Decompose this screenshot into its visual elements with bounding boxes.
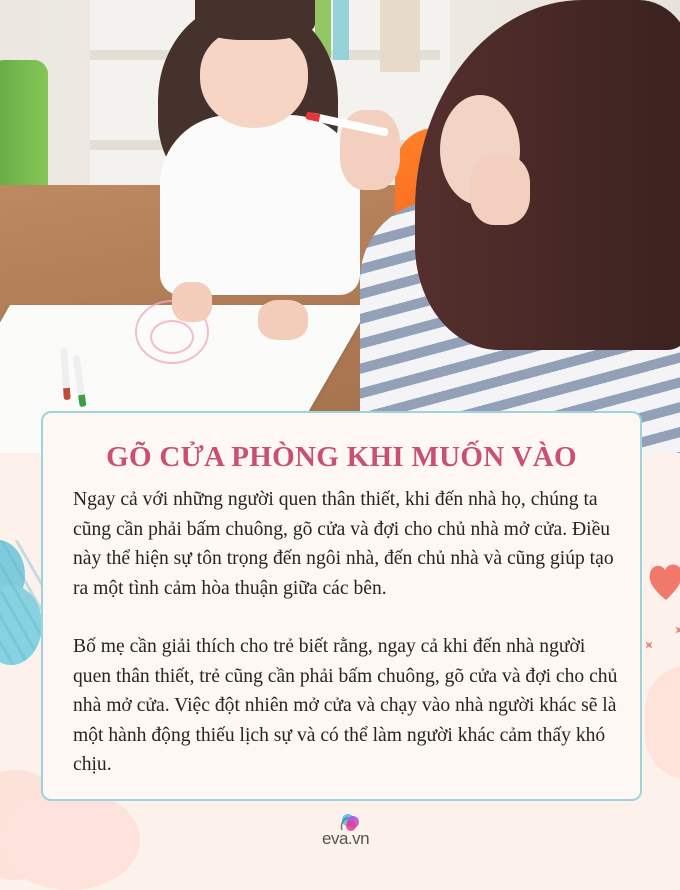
card-body bbox=[73, 485, 618, 809]
paragraph: Ngay cả với những người quen thân thiết, khi đến nhà họ, chúng ta cũng cần phải bấm chuông, gõ cửa và đợi cho chủ nhà mở cửa. Điều này thể hiện sự tôn trọng đến ngôi nhà, đến chủ nhà và cũng giúp tạo ra một tình cảm hòa thuận giữa các bên. bbox=[73, 489, 614, 599]
pink-cloud-decoration bbox=[645, 665, 680, 780]
sparkle-icon bbox=[672, 623, 680, 637]
card-title: GÕ CỬA PHÒNG KHI MUỐN VÀO bbox=[106, 441, 577, 473]
paragraph: Bố mẹ cần giải thích cho trẻ biết rằng, ngay cả khi đến nhà người quen thân thiết, trẻ cũng cần phải bấm chuông, gõ cửa và đợi cho chủ nhà mở cửa. Việc đột nhiên mở cửa và chạy vào nhà người khác sẽ là một hành động thiếu lịch sự và có thể làm người khác cảm thấy khó chịu. bbox=[73, 636, 618, 775]
blue-cloud-decoration bbox=[0, 540, 42, 665]
eva-logo bbox=[322, 812, 384, 852]
logo-text: eva.vn bbox=[322, 829, 370, 848]
heart-icon bbox=[648, 562, 680, 602]
content-card bbox=[41, 411, 642, 801]
sparkle-icon bbox=[642, 638, 656, 652]
